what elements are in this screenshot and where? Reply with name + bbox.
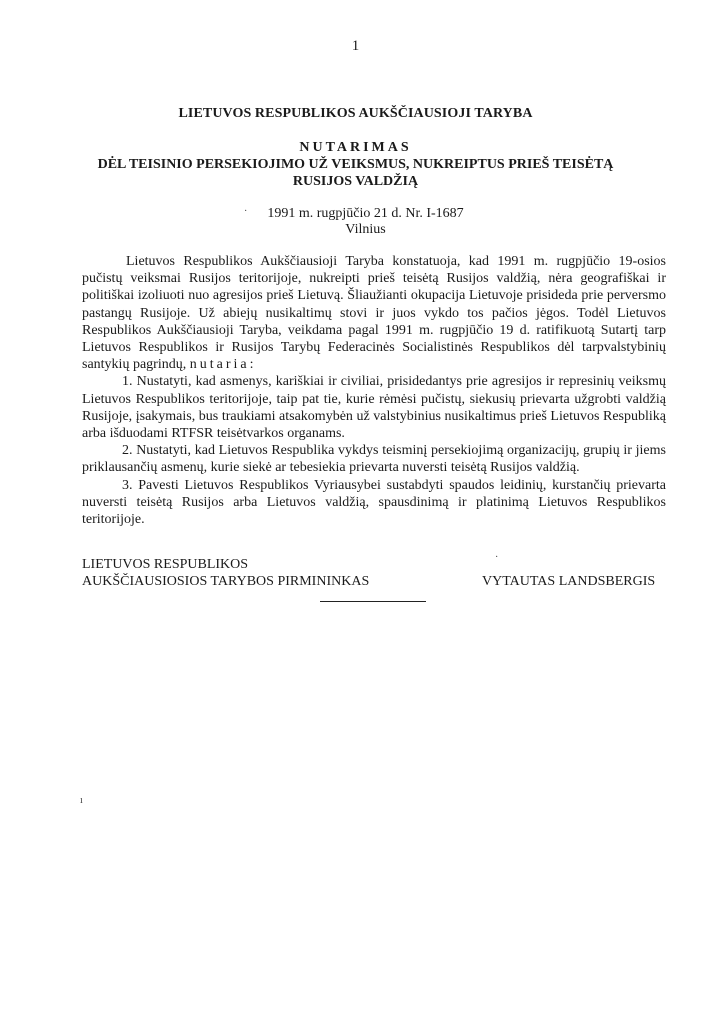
scan-speck: · bbox=[495, 552, 499, 563]
preamble bbox=[82, 253, 666, 373]
date-and-number: 1991 m. rugpjūčio 21 d. Nr. I-1687 bbox=[267, 206, 464, 221]
signatory-name: VYTAUTAS LANDSBERGIS bbox=[482, 574, 656, 589]
resolves-word: nutaria: bbox=[189, 357, 257, 373]
scan-speck: · bbox=[244, 206, 248, 217]
signatory-position-line-2: AUKŠČIAUSIOSIOS TARYBOS PIRMININKAS bbox=[82, 574, 370, 589]
place-of-adoption: Vilnius bbox=[345, 222, 386, 237]
signatory-position bbox=[82, 556, 369, 590]
title-line-2: RUSIJOS VALDŽIĄ bbox=[292, 174, 419, 189]
resolution-item-3: 3. Pavesti Lietuvos Respublikos Vyriausybei sustabdyti spaudos leidinių, kurstančių prievarta nuversti teisėtą Rusijos arba Lietuvos valdžią, spausdinimą ir platinimą Lietuvos Respublikos teritorijoje. bbox=[82, 477, 666, 528]
resolution-item-2: 2. Nustatyti, kad Lietuvos Respublika vykdys teisminį persekiojimą organizacijų, grupių ir jiems priklausančių asmenų, kurie siekė ar tebesiekia prievarta nuversti teisėtą Rusijos valdžią. bbox=[82, 443, 666, 476]
closing-divider bbox=[320, 601, 426, 602]
signatory-position-line-1: LIETUVOS RESPUBLIKOS bbox=[82, 557, 249, 572]
document-type-heading: NUTARIMAS bbox=[299, 140, 412, 155]
preamble-text: Lietuvos Respublikos Aukščiausioji Taryba konstatuoja, kad 1991 m. rugpjūčio 19-osios pučistų veiksmai Rusijos teritorijoje, nukreipti prieš teisėtą Rusijos valdžią, nėra geografiškai ir politiškai izoliuoti nuo agresijos prieš Lietuvą. Šliaužianti okupacija Lietuvoje prisideda prie perversmo pastangų Rusijoje. Už abiejų nusikaltimų stovi ir juos vykdo tos pačios jėgos. Todėl Lietuvos Respublikos Aukščiausioji Taryba, veikdama pagal 1991 m. rugpjūčio 19 d. ratifikuotą Sutartį tarp Lietuvos Respublikos ir Rusijos Tarybų Federacinės Socialistinės Respublikos dėl tarpvalstybinių santykių pagrindų, bbox=[82, 254, 666, 373]
document-title bbox=[80, 156, 631, 190]
page-number: 1 bbox=[351, 38, 360, 54]
scan-speck: ı bbox=[80, 795, 83, 806]
issuer-heading: LIETUVOS RESPUBLIKOS AUKŠČIAUSIOJI TARYBA bbox=[178, 106, 533, 121]
title-line-1: DĖL TEISINIO PERSEKIOJIMO UŽ VEIKSMUS, NUKREIPTUS PRIEŠ TEISĖTĄ bbox=[97, 157, 614, 172]
resolution-body bbox=[82, 253, 666, 528]
resolution-item-1: 1. Nustatyti, kad asmenys, kariškiai ir civiliai, prisidedantys prie agresijos ir represinių veiksmų Lietuvos Respublikos teritorijoje, taip pat tie, kurie rėmėsi pučistų, siekusių prievarta užgrobti valdžią Rusijoje, įsakymais, bus traukiami atsakomybėn už valstybinius nusikaltimus prieš Lietuvos Respubliką arba išduodami RTFSR teisėtvarkos organams. bbox=[82, 374, 666, 442]
